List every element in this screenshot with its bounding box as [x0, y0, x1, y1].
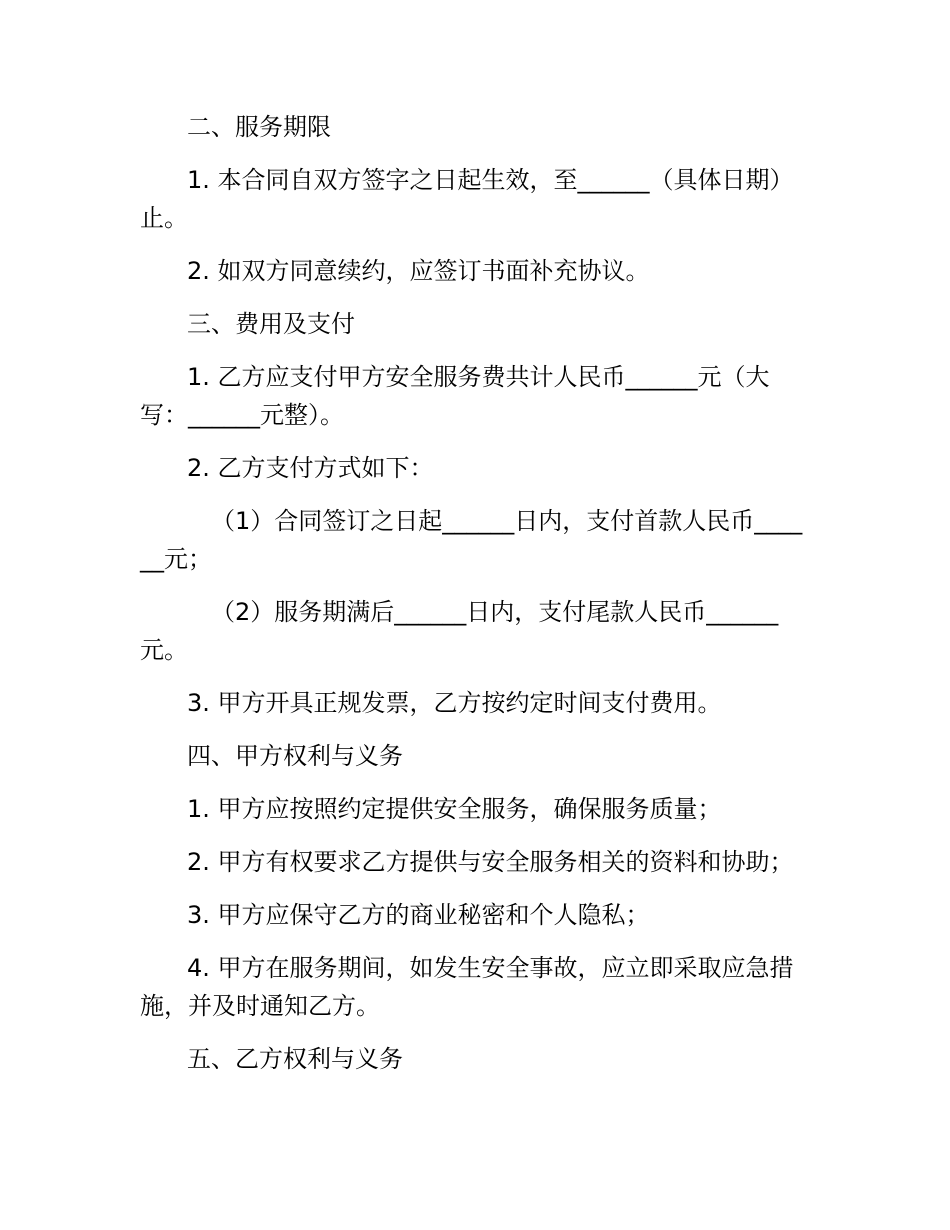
- clause-paragraph: 3. 甲方开具正规发票，乙方按约定时间支付费用。: [187, 689, 722, 717]
- clause-paragraph: 1. 甲方应按照约定提供安全服务，确保服务质量；: [187, 795, 722, 823]
- sub-clause-paragraph: （2）服务期满后______日内，支付尾款人民币______元。: [140, 598, 779, 664]
- clause-paragraph: 2. 乙方支付方式如下：: [187, 454, 434, 482]
- clause-paragraph: 1. 本合同自双方签字之日起生效，至______（具体日期）止。: [140, 166, 794, 232]
- clause-paragraph: 2. 如双方同意续约，应签订书面补充协议。: [187, 257, 650, 285]
- section-heading-service-term: 二、服务期限: [187, 113, 331, 141]
- clause-paragraph: 4. 甲方在服务期间，如发生安全事故，应立即采取应急措施，并及时通知乙方。: [140, 954, 794, 1020]
- clause-paragraph: 1. 乙方应支付甲方安全服务费共计人民币______元（大写：______元整）。: [140, 363, 770, 429]
- section-heading-fees-payment: 三、费用及支付: [187, 310, 355, 338]
- clause-paragraph: 2. 甲方有权要求乙方提供与安全服务相关的资料和协助；: [187, 848, 794, 876]
- section-heading-party-a-rights: 四、甲方权利与义务: [187, 742, 403, 770]
- section-heading-party-b-rights: 五、乙方权利与义务: [187, 1045, 403, 1073]
- clause-paragraph: 3. 甲方应保守乙方的商业秘密和个人隐私；: [187, 901, 650, 929]
- document-body: [140, 108, 812, 1093]
- sub-clause-paragraph: （1）合同签订之日起______日内，支付首款人民币______元；: [140, 507, 803, 573]
